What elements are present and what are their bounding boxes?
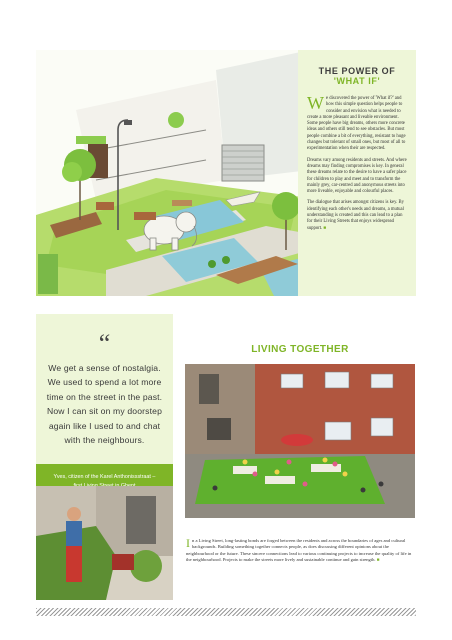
section-title: LIVING TOGETHER	[251, 344, 349, 355]
street-party-photo	[185, 364, 415, 518]
paragraph-3: The dialogue that arises amongst citizens is key. By identifying each other's needs and dreams, a mutual understanding is created and this can lead to a plan for their Living Streets that enjoys widespread support.	[307, 200, 404, 231]
article-text	[307, 93, 409, 237]
attribution-line-1: Yves, citizen of the Karel Anthonissstraat –	[53, 474, 156, 480]
street-illustration	[36, 50, 310, 296]
title-line-1: THE POWER OF	[318, 66, 396, 76]
section-title	[298, 66, 416, 86]
gardener-photo	[36, 486, 173, 600]
title-line-2: 'WHAT IF'	[333, 76, 381, 86]
paragraph-1: e discovered the power of 'What if?' and how this simple question helps people to consider and envision what is needed to create a more pleasant and liveable environment. Some people have big dreams, others more concrete ideas and others still tend to see obstacles. But most people combine a bit of everything, resistant to huge changes but tolerant of small ones, but most of all to experimentation when their are respected.	[307, 96, 406, 152]
paragraph-2: Dreams vary among residents and streets. And where dreams may finding compromises is key. In general these dreams relate to the desire to have a safer place for children to play and meet and to transform the mainly grey, car-centred and anonymous streets into more liveable, enjoyable and colourful places.	[307, 157, 407, 195]
quote-mark: “	[98, 329, 111, 358]
quote-text: We get a sense of nostalgia. We used to spend a lot more time on the street in the past. Now I can sit on my doorstep again like I used to and chat with the neighbours.	[46, 363, 163, 446]
living-paragraph: n a Living Street, long-lasting bonds are forged between the residents and across the boundaries of ages and cultural backgrounds. Building something together connects people, as does discussing different opinions about the neighbourhood or the future. These sincere connections lead to various continuing projects to increase the quality of life in the neighbourhood. Projects to make the streets more lively and sustainable continue and gain strength.	[186, 538, 412, 563]
drop-cap: I	[186, 536, 190, 550]
footer-hatch-bar	[36, 608, 416, 616]
end-mark: ■	[376, 557, 380, 563]
power-of-what-if-panel	[298, 50, 416, 296]
end-mark: ■	[323, 225, 327, 231]
drop-cap: W	[307, 93, 324, 113]
living-together-text	[186, 538, 416, 564]
